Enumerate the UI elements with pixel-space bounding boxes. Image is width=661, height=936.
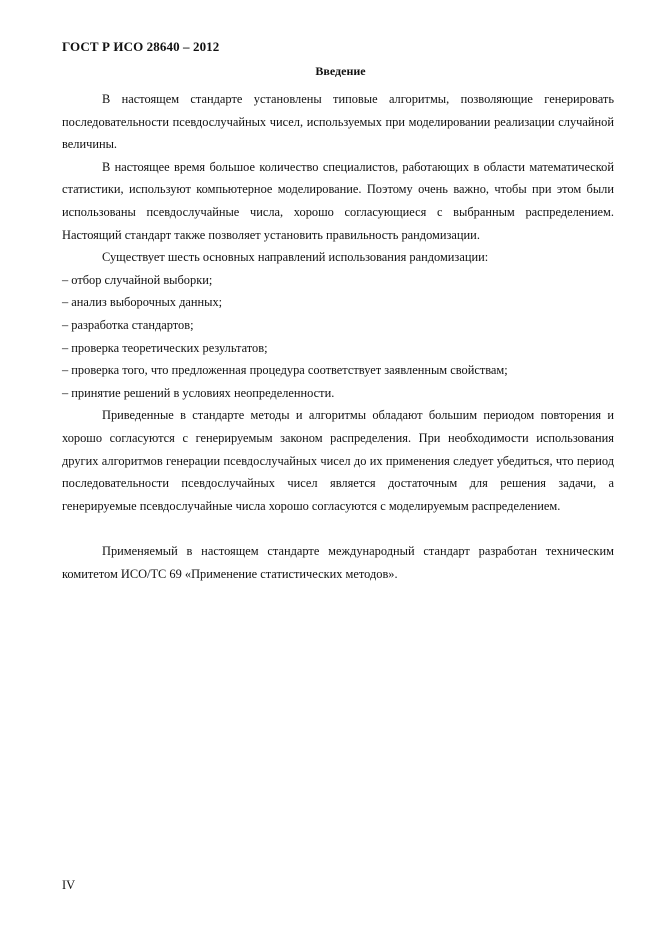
paragraph-intro: В настоящем стандарте установлены типовые алгоритмы, позволяющие генерировать последовательности псевдослучайных чисел, используемых при моделировании реализации случайной величины. bbox=[62, 92, 614, 152]
page-number: IV bbox=[62, 878, 76, 892]
document-header: ГОСТ Р ИСО 28640 – 2012 bbox=[62, 39, 220, 54]
document-body bbox=[62, 88, 614, 585]
list-item: – анализ выборочных данных; bbox=[62, 295, 223, 310]
list-item: – проверка того, что предложенная процедура соответствует заявленным свойствам; bbox=[62, 363, 508, 378]
paragraph-context: В настоящее время большое количество специалистов, работающих в области математической статистики, используют компьютерное моделирование. Поэтому очень важно, чтобы при этом были использованы псевдослучайные числа, хорошо согласующиеся с выбранным распределением. Настоящий стандарт также позволяет установить правильность рандомизации. bbox=[62, 159, 614, 242]
paragraph-methods: Приведенные в стандарте методы и алгоритмы обладают большим периодом повторения и хорошо согласуются с генерируемым законом распределения. При необходимости использования других алгоритмов генерации псевдослучайных чисел до их применения следует убедиться, что период последовательности псевдослучайных чисел является достаточным для решения задачи, а генерируемые псевдослучайные числа хорошо согласуются с моделируемым распределением. bbox=[62, 408, 614, 513]
paragraph-gap bbox=[62, 517, 614, 540]
list-item: – отбор случайной выборки; bbox=[62, 272, 213, 287]
section-title-wrap bbox=[0, 64, 661, 79]
paragraph-committee: Применяемый в настоящем стандарте международный стандарт разработан техническим комитетом ИСО/ТС 69 «Применение статистических методов». bbox=[62, 544, 614, 581]
paragraph-list-intro: Существует шесть основных направлений использования рандомизации: bbox=[102, 250, 489, 265]
list-item: – проверка теоретических результатов; bbox=[62, 340, 268, 355]
list-item: – принятие решений в условиях неопределенности. bbox=[62, 385, 335, 400]
section-title: Введение bbox=[315, 64, 366, 78]
list-item: – разработка стандартов; bbox=[62, 317, 194, 332]
